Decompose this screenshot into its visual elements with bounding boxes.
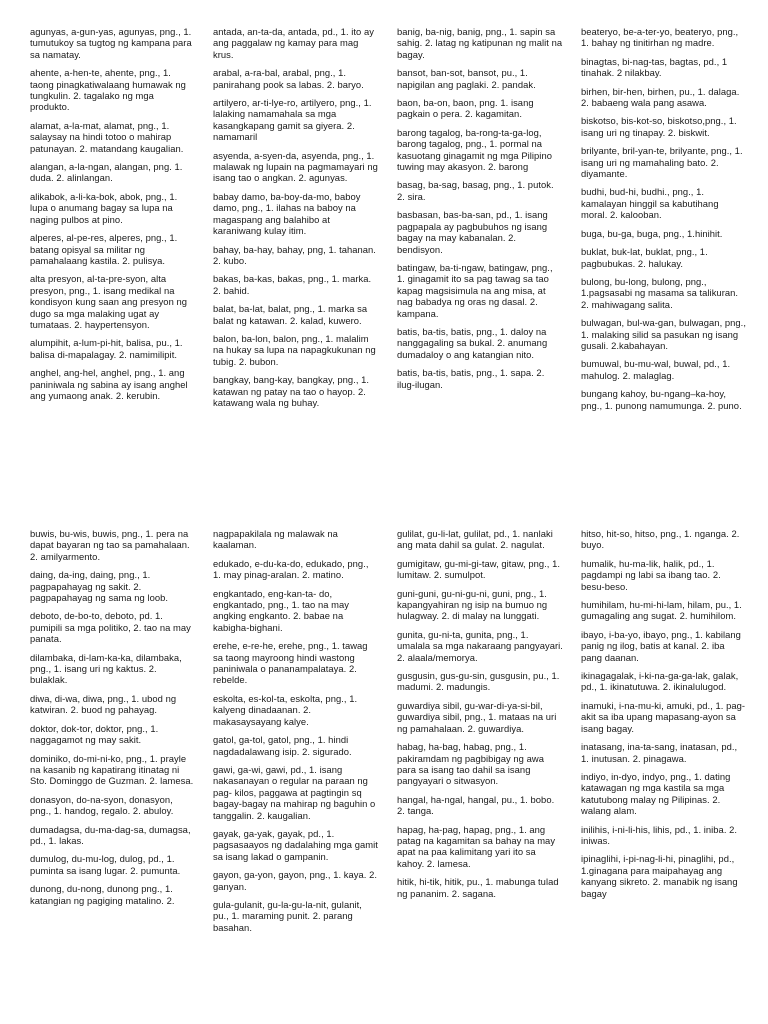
dictionary-entry: budhi, bud-hi, budhi., png., 1. kamalayan hinggil sa kabutihang moral. 2. kalooban. <box>581 186 719 221</box>
column-6 <box>213 528 379 940</box>
dictionary-entry: gayak, ga-yak, gayak, pd., 1. pagsasaayos ng dadalahing mga gamit sa isang lakad o gampanin. <box>213 827 378 862</box>
dictionary-entry: baon, ba-on, baon, png. 1. isang pagkain o pera. 2. kagamitan. <box>397 97 534 120</box>
dictionary-entry: inatasang, ina-ta-sang, inatasan, pd., 1. inutusan. 2. pinagawa. <box>581 741 738 764</box>
dictionary-entry: basbasan, bas-ba-san, pd., 1. isang pagpapala ay pagbubuhos ng isang bagay na may kabanalan. 2. bendisyon. <box>397 209 548 255</box>
dictionary-entry: alikabok, a-li-ka-bok, abok, png., 1. lupa o anumang bagay sa lupa na naging pulbos at pino. <box>30 190 178 225</box>
dictionary-entry: buwis, bu-wis, buwis, png., 1. pera na dapat bayaran ng tao sa pamahalaan. 2. amilyarmento. <box>30 528 190 562</box>
dictionary-entry: buga, bu-ga, buga, png., 1.hinihit. <box>581 227 723 239</box>
dictionary-entry: batingaw, ba-ti-ngaw, batingaw, png., 1. ginagamit ito sa pag tawag sa tao kapag magsisimula na ang misa, at nag babadya ng oras ng dasal. 2. kampana. <box>397 261 553 319</box>
column-8 <box>581 528 747 906</box>
dictionary-entry: ipinaglihi, i-pi-nag-li-hi, pinaglihi, pd., 1.ginagana para maipahayag ang kanyang sikreto. 2. manabik ng isang bagay <box>581 853 738 899</box>
dictionary-entry: nagpapakilala ng malawak na kaalaman. <box>213 528 338 551</box>
dictionary-entry: gawi, ga-wi, gawi, pd., 1. isang nakasanayan o regular na paraan ng pag- kilos, paggawa at pagtingin sq bagay-bagay na mahirap ng baguhin o tanggalin. 2. kaugalian. <box>213 763 376 821</box>
dictionary-entry: dumadagsa, du-ma-dag-sa, dumagsa, pd., 1. lakas. <box>30 823 191 846</box>
dictionary-entry: agunyas, a-gun-yas, agunyas, png., 1. tumutukoy sa tugtog ng kampana para sa namatay. <box>30 26 192 60</box>
dictionary-entry: biskotso, bis-kot-so, biskotso,png., 1. isang uri ng tinapay. 2. biskwit. <box>581 115 737 138</box>
dictionary-entry: deboto, de-bo-to, deboto, pd. 1. pumipili sa mga politiko, 2. tao na may panata. <box>30 610 191 645</box>
dictionary-entry: bakas, ba-kas, bakas, png., 1. marka. 2. bahid. <box>213 273 372 296</box>
top-section <box>0 26 768 496</box>
dictionary-entry: ikinagagalak, i-ki-na-ga-ga-lak, galak, pd., 1. ikinatutuwa. 2. ikinalulugod. <box>581 670 739 693</box>
dictionary-entry: diwa, di-wa, diwa, png., 1. ubod ng katwiran. 2. buod ng pahayag. <box>30 692 177 716</box>
dictionary-entry: alumpihit, a-lum-pi-hit, balisa, pu., 1. balisa di-mapalagay. 2. namimilipit. <box>30 337 183 360</box>
dictionary-entry: humalik, hu-ma-lik, halik, pd., 1. pagdampi ng labi sa ibang tao. 2. besu-beso. <box>581 557 721 592</box>
dictionary-entry: gulilat, gu-li-lat, gulilat, pd., 1. nanlaki ang mata dahil sa gulat. 2. nagulat. <box>397 528 553 551</box>
dictionary-entry: bansot, ban-sot, bansot, pu., 1. napigilan ang paglaki. 2. pandak. <box>397 67 536 90</box>
dictionary-entry: hitso, hit-so, hitso, png., 1. nganga. 2. buyo. <box>581 528 740 551</box>
dictionary-entry: daing, da-ing, daing, png., 1. pagpapahayag ng sakit. 2. pagpapahayag ng sama ng loob. <box>30 569 169 604</box>
column-7 <box>397 528 563 906</box>
column-1 <box>30 26 196 408</box>
dictionary-entry: brilyante, bril-yan-te, brilyante, png., 1. isang uri ng mamahaling bato. 2. diyamante. <box>581 145 743 180</box>
dictionary-entry: barong tagalog, ba-rong-ta-ga-log, barong tagalog, png., 1. pormal na kasuotang ginagamit ng mga Pilipino tuwing may akasyon. 2. barong <box>397 126 552 173</box>
dictionary-entry: bangkay, bang-kay, bangkay, png., 1. katawan ng patay na tao o hayop. 2. katawang wala ng buhay. <box>213 374 370 408</box>
dictionary-entry: alta presyon, al-ta-pre-syon, alta presyon, png., 1. isang medikal na kondisyon kung saan ang presyon ng dugo sa mga malaking ugat ay tumataas. 2. haypertensyon. <box>30 273 188 330</box>
dictionary-entry: batis, ba-tis, batis, png., 1. sapa. 2. ilug-ilugan. <box>397 367 545 390</box>
dictionary-entry: gula-gulanit, gu-la-gu-la-nit, gulanit, pu., 1. maraming punit. 2. parang basahan. <box>213 898 362 933</box>
dictionary-entry: donasyon, do-na-syon, donasyon, png., 1. handog, regalo. 2. abuloy. <box>30 793 174 817</box>
dictionary-entry: gatol, ga-tol, gatol, png., 1. hindi nagdadalawang isip. 2. sigurado. <box>213 734 352 757</box>
dictionary-entry: balon, ba-lon, balon, png., 1. malalim na hukay sa lupa na napagkukunan ng tubig. 2. bubon. <box>213 332 376 367</box>
column-5 <box>30 528 196 913</box>
dictionary-entry: banig, ba-nig, banig, png., 1. sapin sa sahig. 2. latag ng katipunan ng malit na bagay. <box>397 26 563 60</box>
dictionary-entry: inamuki, i-na-mu-ki, amuki, pd., 1. pag-akit sa iba upang mapasang-ayon sa isang bagay. <box>581 699 746 734</box>
dictionary-entry: gusgusin, gus-gu-sin, gusgusin, pu., 1. madumi. 2. madungis. <box>397 670 560 693</box>
dictionary-entry: engkantado, eng-kan-ta- do, engkantado, png., 1. tao na may angking engkanto. 2. babae na kabigha-bighani. <box>213 587 350 633</box>
dictionary-entry: binagtas, bi-nag-tas, bagtas, pd., 1 tinahak. 2 nilakbay. <box>581 55 728 79</box>
dictionary-entry: birhen, bir-hen, birhen, pu., 1. dalaga. 2. babaeng wala pang asawa. <box>581 85 740 109</box>
dictionary-entry: basag, ba-sag, basag, png., 1. putok. 2. sira. <box>397 179 554 202</box>
dictionary-entry: dominiko, do-mi-ni-ko, png., 1. prayle na kasanib ng kapatirang itinatag ni Sto. Dominggo de Guzman. 2. lamesa. <box>30 752 194 787</box>
dictionary-entry: habag, ha-bag, habag, png., 1. pakiramdam ng pagbibigay ng awa para sa isang tao dahil sa isang pangyayari o sitwasyon. <box>397 741 544 787</box>
dictionary-entry: bulong, bu-long, bulong, png., 1.pagsasabi ng masama sa talikuran. 2. mahiwagang salita. <box>581 275 739 310</box>
dictionary-entry: inilihis, i-ni-li-his, lihis, pd., 1. iniba. 2. iniwas. <box>581 823 738 846</box>
bottom-section <box>0 528 768 998</box>
dictionary-entry: dumulog, du-mu-log, dulog, pd., 1. puminta sa isang lugar. 2. pumunta. <box>30 853 181 876</box>
column-2 <box>213 26 379 415</box>
dictionary-entry: guwardiya sibil, gu-war-di-ya-si-bil, guwardiya sibil, png., 1. mataas na uri ng pamahalaan. 2. guwardiya. <box>397 699 557 734</box>
dictionary-entry: indiyo, in-dyo, indyo, png., 1. dating katawagan ng mga kastila sa mga katutubong malay ng Pilipinas. 2. walang alam. <box>581 770 731 817</box>
dictionary-entry: doktor, dok-tor, doktor, png., 1. naggagamot ng may sakit. <box>30 722 159 746</box>
dictionary-entry: gumigitaw, gu-mi-gi-taw, gitaw, png., 1. lumitaw. 2. sumulpot. <box>397 557 561 581</box>
dictionary-entry: alperes, al-pe-res, alperes, png., 1. batang opisyal sa militar ng pamahalaang kastila. 2. pulisya. <box>30 232 178 266</box>
dictionary-entry: hangal, ha-ngal, hangal, pu., 1. bobo. 2. tanga. <box>397 793 555 817</box>
dictionary-entry: bahay, ba-hay, bahay, png, 1. tahanan. 2. kubo. <box>213 243 376 266</box>
dictionary-entry: dilambaka, di-lam-ka-ka, dilambaka, png., 1. isang uri ng kaktus. 2. bulaklak. <box>30 651 182 686</box>
column-3 <box>397 26 563 397</box>
dictionary-entry: ibayo, i-ba-yo, ibayo, png., 1. kabilang panig ng ilog, batis at kanal. 2. iba pang daanan. <box>581 628 741 663</box>
dictionary-entry: bungang kahoy, bu-ngang–ka-hoy, png., 1. punong namumunga. 2. puno. <box>581 388 742 411</box>
dictionary-entry: bulwagan, bul-wa-gan, bulwagan, png., 1. malaking silid sa pasukan ng isang gusali. 2.kabahayan. <box>581 317 746 351</box>
dictionary-entry: buklat, buk-lat, buklat, png., 1. pagbubukas. 2. halukay. <box>581 246 708 269</box>
dictionary-entry: asyenda, a-syen-da, asyenda, png., 1. malawak ng lupain na pagmamayari ng isang tao o angkan. 2. agunyas. <box>213 149 378 184</box>
dictionary-entry: eskolta, es-kol-ta, eskolta, png., 1. kalyeng dinadaanan. 2. makasaysayang kalye. <box>213 692 358 727</box>
dictionary-entry: edukado, e-du-ka-do, edukado, png., 1. may pinag-aralan. 2. matino. <box>213 557 369 581</box>
dictionary-entry: batis, ba-tis, batis, png., 1. daloy na nanggagaling sa bukal. 2. anumang dumadaloy o ang katangian nito. <box>397 325 548 360</box>
dictionary-entry: alamat, a-la-mat, alamat, png., 1. salaysay na hindi totoo o mahirap patunayan. 2. matandang kaugalian. <box>30 119 184 154</box>
dictionary-entry: gunita, gu-ni-ta, gunita, png., 1. umalala sa mga nakaraang pangyayari. 2. alaala/memorya. <box>397 628 563 663</box>
dictionary-entry: bumuwal, bu-mu-wal, buwal, pd., 1. mahulog. 2. malaglag. <box>581 358 731 381</box>
dictionary-entry: antada, an-ta-da, antada, pd., 1. ito ay ang paggalaw ng kamay para mag krus. <box>213 26 374 60</box>
dictionary-entry: beateryo, be-a-ter-yo, beateryo, png., 1. bahay ng tinitirhan ng madre. <box>581 26 739 49</box>
dictionary-entry: artilyero, ar-ti-lye-ro, artilyero, png., 1. lalaking namamahala sa mga kasangkapang gamit sa giyera. 2. namamaril <box>213 97 372 143</box>
dictionary-entry: alangan, a-la-ngan, alangan, png. 1. duda. 2. alinlangan. <box>30 161 183 184</box>
dictionary-entry: humihilam, hu-mi-hi-lam, hilam, pu., 1. gumagaling ang sugat. 2. humihilom. <box>581 599 742 622</box>
dictionary-entry: balat, ba-lat, balat, png., 1. marka sa balat ng katawan. 2. kalad, kuwero. <box>213 303 368 326</box>
dictionary-entry: hapag, ha-pag, hapag, png., 1. ang patag na kagamitan sa bahay na may apat na paa kalimitang yari ito sa kahoy. 2. lamesa. <box>397 823 556 869</box>
dictionary-entry: ahente, a-hen-te, ahente, png., 1. taong pinagkatiwalaang humawak ng tungkulin. 2. tagalako ng mga produkto. <box>30 67 186 113</box>
dictionary-entry: dunong, du-nong, dunong png., 1. katangian ng pagiging matalino. 2. <box>30 883 175 906</box>
column-4 <box>581 26 747 418</box>
dictionary-entry: arabal, a-ra-bal, arabal, png., 1. panirahang pook sa labas. 2. baryo. <box>213 67 364 90</box>
dictionary-entry: hitik, hi-tik, hitik, pu., 1. mabunga tulad ng pananim. 2. sagana. <box>397 876 559 899</box>
dictionary-entry: erehe, e-re-he, erehe, png., 1. tawag sa taong mayroong hindi wastong paniniwala o pananampalataya. 2. rebelde. <box>213 640 368 686</box>
dictionary-entry: guni-guni, gu-ni-gu-ni, guni, png., 1. kapangyahiran ng isip na bumuo ng hulagway. 2. di malay na lunggati. <box>397 587 548 622</box>
dictionary-entry: gayon, ga-yon, gayon, png., 1. kaya. 2. ganyan. <box>213 869 378 892</box>
dictionary-entry: babay damo, ba-boy-da-mo, baboy damo, png., 1. ilahas na baboy na magaspang ang balahibo at karaniwang kulay itim. <box>213 190 361 237</box>
dictionary-entry: anghel, ang-hel, anghel, png., 1. ang paniniwala ng sabina ay isang anghel ang yumaong anak. 2. kerubin. <box>30 367 188 401</box>
